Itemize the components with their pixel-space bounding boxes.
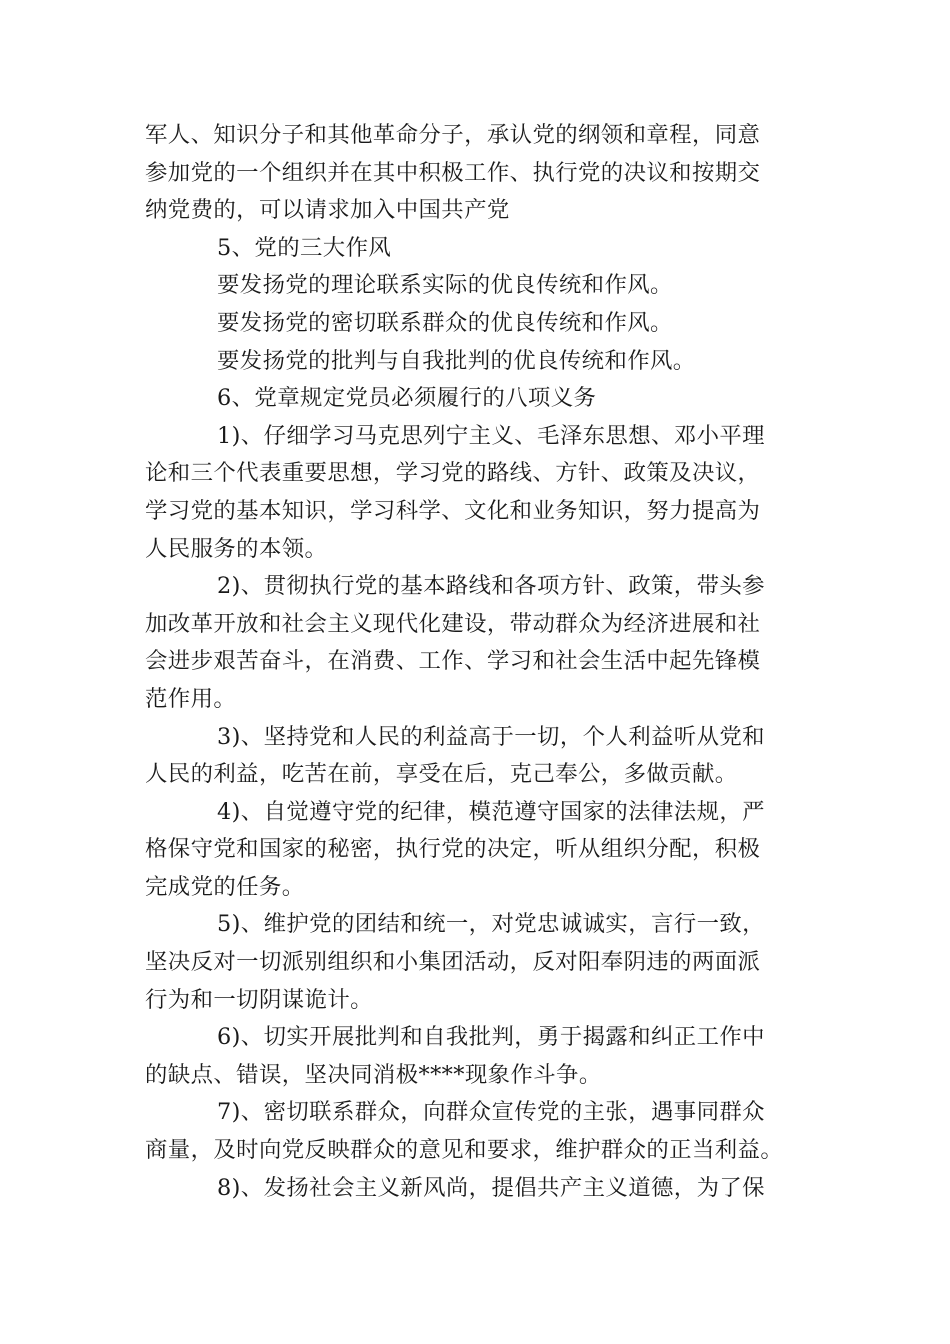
text-line: 范作用。 [145, 685, 237, 712]
text-line: 会进步艰苦奋斗，在消费、工作、学习和社会生活中起先锋模 [145, 648, 761, 675]
text-line: 商量，及时向党反映群众的意见和要求，维护群众的正当利益。 [145, 1137, 784, 1164]
section-heading-eight-duties [145, 380, 805, 418]
duty-item-2 [145, 568, 805, 718]
text-line: 要发扬党的批判与自我批判的优良传统和作风。 [217, 347, 696, 374]
duty-item-3 [145, 719, 805, 794]
text-line: 行为和一切阴谋诡计。 [145, 986, 373, 1013]
paragraph-style-1 [145, 267, 805, 305]
duty-item-6 [145, 1019, 805, 1094]
duty-item-7 [145, 1094, 805, 1169]
text-line: 人民服务的本领。 [145, 535, 328, 562]
duty-item-1 [145, 418, 805, 568]
text-line: 3)、坚持党和人民的利益高于一切，个人利益听从党和 [217, 723, 765, 750]
paragraph-membership-continuation [145, 117, 805, 230]
section-heading-three-styles [145, 230, 805, 268]
text-line: 加改革开放和社会主义现代化建设，带动群众为经济进展和社 [145, 610, 761, 637]
text-line: 4)、自觉遵守党的纪律，模范遵守国家的法律法规，严 [217, 798, 765, 825]
duty-item-5 [145, 906, 805, 1019]
text-line: 1)、仔细学习马克思列宁主义、毛泽东思想、邓小平理 [217, 422, 765, 449]
duty-item-8 [145, 1170, 805, 1208]
text-line: 要发扬党的密切联系群众的优良传统和作风。 [217, 309, 673, 336]
text-line: 论和三个代表重要思想，学习党的路线、方针、政策及决议， [145, 460, 761, 487]
text-line: 人民的利益，吃苦在前，享受在后，克己奉公，多做贡献。 [145, 761, 738, 788]
text-line: 纳党费的，可以请求加入中国共产党 [145, 197, 510, 224]
text-line: 6)、切实开展批判和自我批判，勇于揭露和纠正工作中 [217, 1024, 765, 1051]
paragraph-style-2 [145, 305, 805, 343]
paragraph-style-3 [145, 343, 805, 381]
text-line: 要发扬党的理论联系实际的优良传统和作风。 [217, 272, 673, 299]
text-line: 的缺点、错误，坚决同消极****现象作斗争。 [145, 1061, 602, 1088]
duty-item-4 [145, 794, 805, 907]
text-line: 军人、知识分子和其他革命分子，承认党的纲领和章程，同意 [145, 122, 761, 148]
text-line: 8)、发扬社会主义新风尚，提倡共产主义道德，为了保 [217, 1174, 765, 1201]
text-line: 学习党的基本知识，学习科学、文化和业务知识，努力提高为 [145, 497, 761, 524]
document-body [145, 117, 805, 1207]
text-line: 7)、密切联系群众，向群众宣传党的主张，遇事同群众 [217, 1099, 765, 1126]
text-line: 5)、维护党的团结和统一，对党忠诚诚实，言行一致， [217, 911, 765, 938]
text-line: 完成党的任务。 [145, 873, 305, 900]
text-line: 格保守党和国家的秘密，执行党的决定，听从组织分配，积极 [145, 836, 761, 863]
heading-text: 6、党章规定党员必须履行的八项义务 [217, 385, 597, 412]
text-line: 2)、贯彻执行党的基本路线和各项方针、政策，带头参 [217, 573, 765, 600]
text-line: 参加党的一个组织并在其中积极工作、执行党的决议和按期交 [145, 159, 761, 186]
heading-text: 5、党的三大作风 [217, 234, 392, 261]
text-line: 坚决反对一切派别组织和小集团活动，反对阳奉阴违的两面派 [145, 949, 761, 976]
